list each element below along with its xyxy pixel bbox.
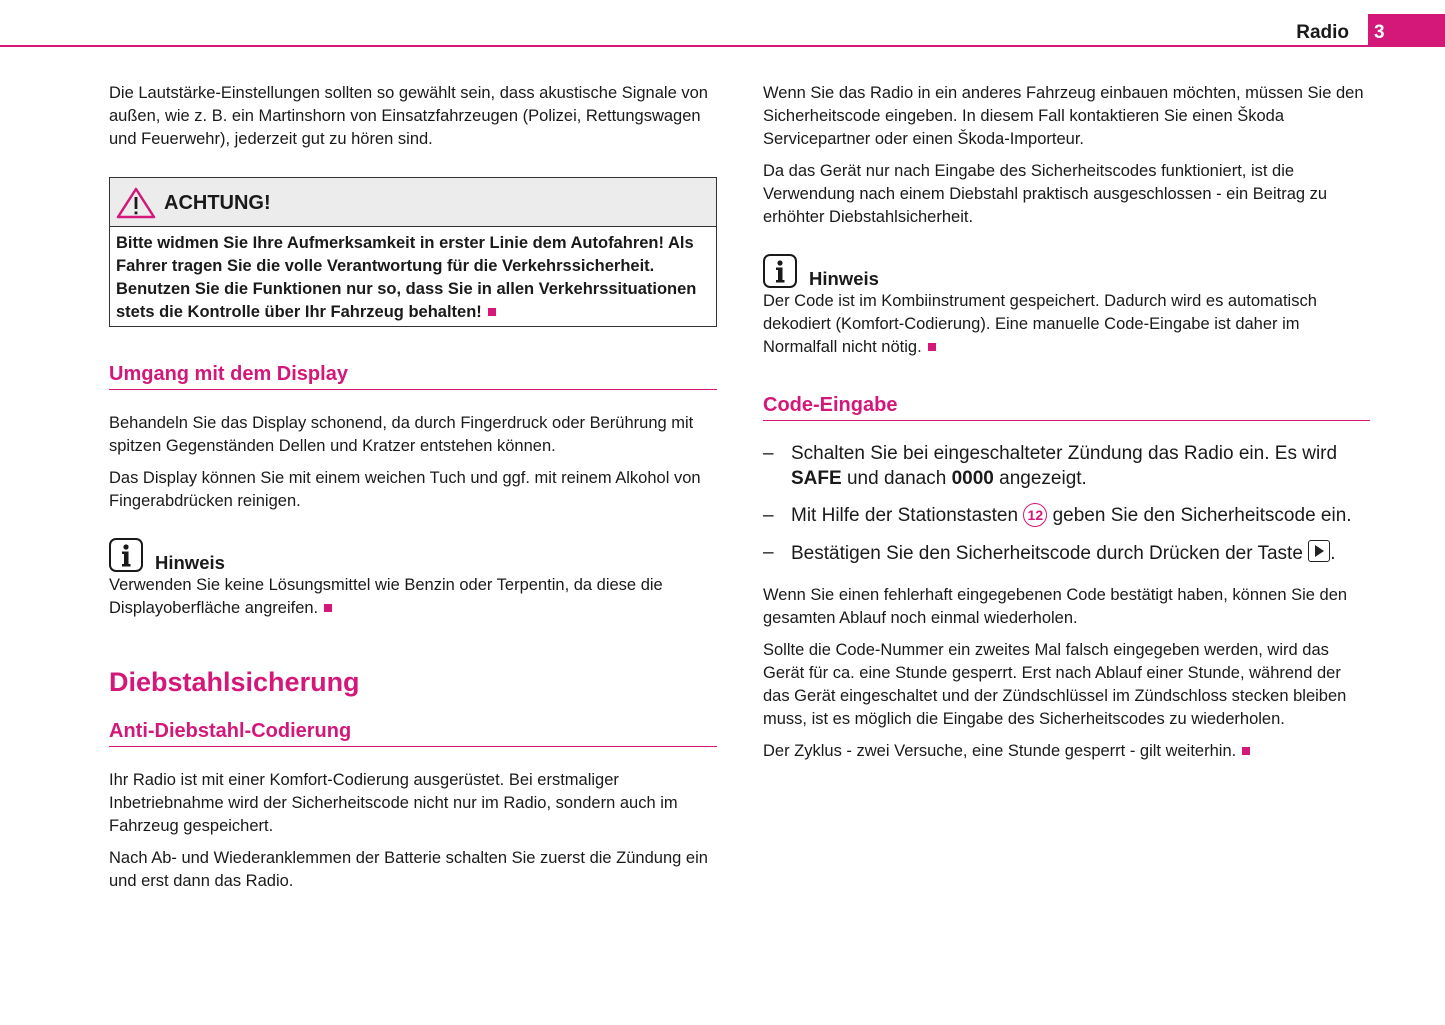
section-title: Radio [1296,22,1349,43]
code-note-header [763,254,1370,290]
left-column [109,82,717,902]
display-note-text: Verwenden Sie keine Lösungsmittel wie Benzin oder Terpentin, da diese die Displayoberfläche angreifen. [109,576,663,617]
anti-theft-paragraph-2: Nach Ab- und Wiederanklemmen der Batterie schalten Sie zuerst die Zündung ein und erst dann das Radio. [109,849,708,890]
code-entry-heading: Code-Eingabe [763,394,1370,421]
step-dash: – [763,443,774,464]
display-heading: Umgang mit dem Display [109,363,717,390]
page-number-box [1368,14,1445,47]
info-icon [763,254,797,288]
step-dash: – [763,542,774,563]
code-display-text: 0000 [951,468,994,489]
end-marker [928,343,936,351]
right-paragraph-1: Wenn Sie das Radio in ein anderes Fahrzeug einbauen möchten, müssen Sie den Sicherheitscode eingeben. In diesem Fall kontaktieren Sie einen Škoda Servicepartner oder einen Škoda-Importeur. [763,84,1364,148]
note-title: Hinweis [809,268,879,289]
play-key-icon [1308,540,1330,562]
code-paragraph-1: Wenn Sie einen fehlerhaft eingegebenen Code bestätigt haben, können Sie den gesamten Ablauf noch einmal wiederholen. [763,586,1348,627]
end-marker [1242,747,1250,755]
step-dash: – [763,505,774,526]
anti-theft-coding-heading: Anti-Diebstahl-Codierung [109,720,717,747]
warning-box [109,177,717,327]
note-title: Hinweis [155,552,225,573]
display-paragraph-2: Das Display können Sie mit einem weichen Tuch und ggf. mit reinem Alkohol von Fingerabdrücken reinigen. [109,469,701,510]
anti-theft-paragraph-1: Ihr Radio ist mit einer Komfort-Codierung ausgerüstet. Bei erstmaliger Inbetriebnahme wird der Sicherheitscode nicht nur im Radio, sondern auch im Fahrzeug gespeichert. [109,771,678,835]
station-keys-callout: 12 [1023,503,1047,527]
header-rule [0,45,1370,47]
info-icon [109,538,143,572]
page-number: 3 [1374,22,1385,43]
safe-display-text: SAFE [791,468,842,489]
code-paragraph-2: Sollte die Code-Nummer ein zweites Mal falsch eingegeben werden, wird das Gerät für ca. eine Stunde gesperrt. Erst nach Ablauf einer Stunde, während der das Gerät eingeschaltet und der Zündschlüssel im Zündschloss stecken bleiben muss, ist es möglich die Eingabe des Sicherheitscodes zu wiederholen. [763,641,1347,728]
warning-title: ACHTUNG! [164,192,271,214]
warning-triangle-icon [116,187,156,219]
display-paragraph-1: Behandeln Sie das Display schonend, da durch Fingerdruck oder Berührung mit spitzen Gegenständen Dellen und Kratzer entstehen können. [109,414,694,455]
end-marker [324,604,332,612]
intro-paragraph: Die Lautstärke-Einstellungen sollten so gewählt sein, dass akustische Signale von außen, wie z. B. ein Martinshorn von Einsatzfahrzeugen (Polizei, Rettungswagen und Feuerwehr), jederzeit gut zu hören sind. [109,84,708,148]
warning-header [110,178,716,227]
code-note-text: Der Code ist im Kombiinstrument gespeichert. Dadurch wird es automatisch dekodiert (Komfort-Codierung). Eine manuelle Code-Eingabe ist daher im Normalfall nicht nötig. [763,292,1317,356]
warning-text: Bitte widmen Sie Ihre Aufmerksamkeit in erster Linie dem Autofahren! Als Fahrer tragen Sie die volle Verantwortung für die Verkehrssicherheit. Benutzen Sie die Funktionen nur so, dass Sie in allen Verkehrssituationen stets die Kontrolle über Ihr Fahrzeug behalten! [116,234,697,321]
display-note-header [109,538,717,574]
step-1: – Schalten Sie bei eingeschalteter Zündung das Radio ein. Es wird SAFE und danach 0000 angezeigt. [763,443,1338,489]
code-paragraph-3: Der Zyklus - zwei Versuche, eine Stunde gesperrt - gilt weiterhin. [763,740,1370,763]
theft-protection-title: Diebstahlsicherung [109,667,360,697]
right-column [763,82,1370,772]
right-paragraph-2: Da das Gerät nur nach Eingabe des Sicherheitscodes funktioniert, ist die Verwendung nach einem Diebstahl praktisch ausgeschlossen - ein Beitrag zu erhöhter Diebstahlsicherheit. [763,162,1328,226]
step-3: – Bestätigen Sie den Sicherheitscode durch Drücken der Taste . [763,542,1336,564]
step-2: – Mit Hilfe der Stationstasten 12 geben Sie den Sicherheitscode ein. [763,505,1352,526]
end-marker [488,308,496,316]
